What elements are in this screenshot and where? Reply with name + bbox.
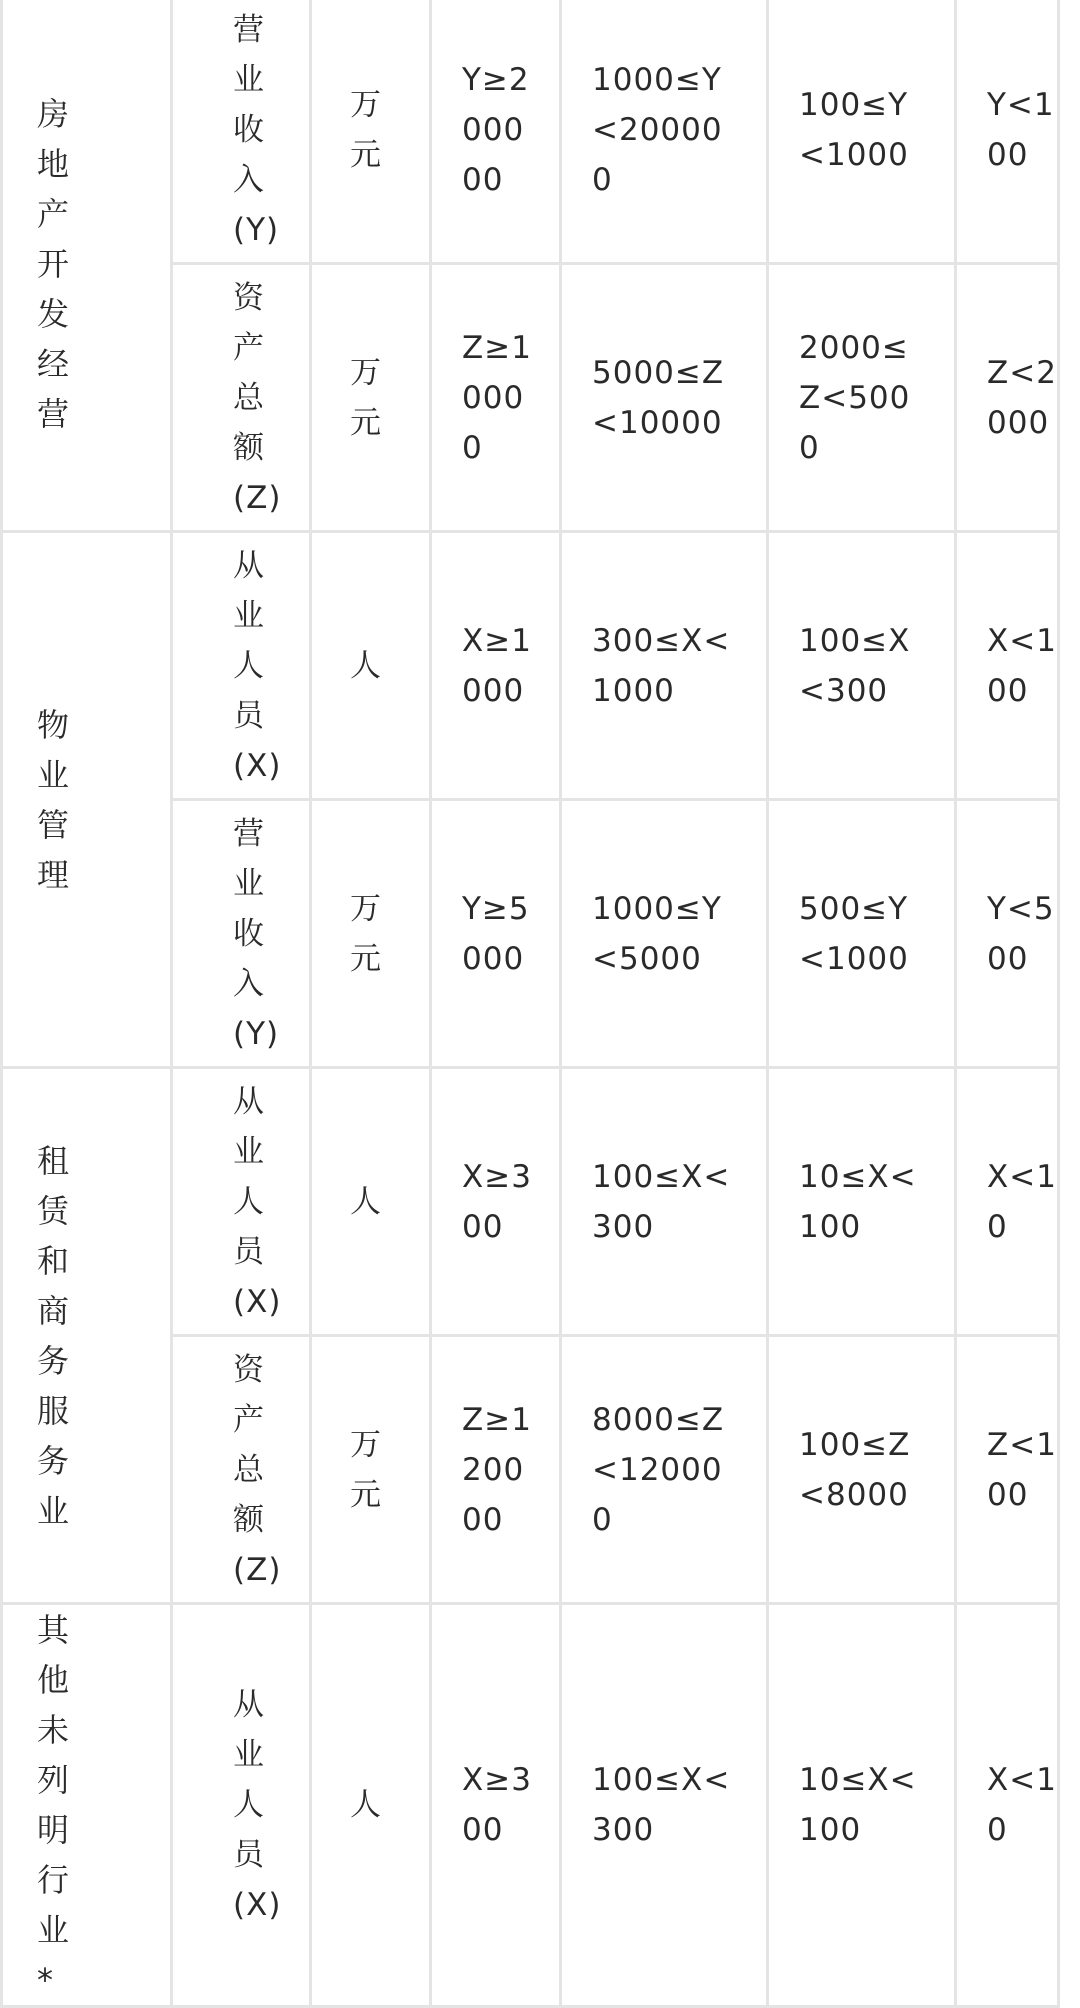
small-cell — [768, 1604, 956, 2007]
metric-cell — [172, 532, 311, 800]
micro-cell — [956, 264, 1059, 532]
metric-label: 从业人员(X) — [233, 547, 282, 784]
unit-label: 人 — [350, 1183, 382, 1220]
large-threshold: X≥300 — [462, 1762, 532, 1848]
large-threshold: Y≥200000 — [462, 61, 530, 198]
unit-cell — [311, 0, 431, 264]
small-cell — [768, 1068, 956, 1336]
metric-label: 从业人员(X) — [233, 1687, 282, 1923]
medium-threshold: 300≤X<1000 — [592, 622, 731, 709]
small-cell — [768, 264, 956, 532]
metric-cell — [172, 264, 311, 532]
table-row — [2, 1604, 1059, 2007]
large-cell — [431, 0, 561, 264]
micro-threshold: Z<100 — [987, 1426, 1057, 1513]
medium-cell — [561, 1336, 768, 1604]
metric-label: 营业收入(Y) — [233, 815, 280, 1052]
medium-cell — [561, 1068, 768, 1336]
large-threshold: Z≥120000 — [462, 1401, 532, 1538]
micro-threshold: X<10 — [987, 1158, 1057, 1245]
small-threshold: 2000≤Z<5000 — [799, 329, 911, 466]
micro-cell — [956, 1336, 1059, 1604]
small-threshold: 100≤Z<8000 — [799, 1426, 911, 1513]
unit-label: 万元 — [350, 890, 382, 977]
unit-label: 万元 — [350, 1426, 382, 1513]
medium-threshold: 100≤X<300 — [592, 1762, 731, 1848]
medium-threshold: 5000≤Z<10000 — [592, 354, 725, 441]
metric-label: 从业人员(X) — [233, 1083, 282, 1320]
unit-cell — [311, 1604, 431, 2007]
large-threshold: X≥1000 — [462, 622, 532, 709]
small-cell — [768, 532, 956, 800]
small-threshold: 10≤X<100 — [799, 1762, 917, 1848]
industry-label: 租赁和商务服务业 — [37, 1141, 103, 1530]
medium-cell — [561, 0, 768, 264]
micro-cell — [956, 800, 1059, 1068]
large-threshold: Z≥10000 — [462, 329, 532, 466]
unit-label: 人 — [350, 647, 382, 684]
large-cell — [431, 1068, 561, 1336]
unit-label: 万元 — [350, 86, 382, 173]
small-threshold: 10≤X<100 — [799, 1158, 917, 1245]
micro-threshold: Z<2000 — [987, 354, 1057, 441]
metric-cell — [172, 0, 311, 264]
metric-cell — [172, 800, 311, 1068]
medium-cell — [561, 800, 768, 1068]
micro-cell — [956, 1068, 1059, 1336]
industry-label: 房地产开发经营 — [37, 94, 103, 433]
unit-cell — [311, 264, 431, 532]
micro-threshold: Y<500 — [987, 890, 1055, 977]
unit-cell — [311, 1068, 431, 1336]
medium-threshold: 8000≤Z<120000 — [592, 1401, 725, 1538]
medium-cell — [561, 1604, 768, 2007]
small-cell — [768, 1336, 956, 1604]
medium-cell — [561, 264, 768, 532]
large-threshold: X≥300 — [462, 1158, 532, 1245]
unit-cell — [311, 1336, 431, 1604]
metric-label: 营业收入(Y) — [233, 11, 280, 248]
unit-label: 万元 — [350, 354, 382, 441]
medium-threshold: 1000≤Y<5000 — [592, 890, 722, 977]
industry-label: 其他未列明行业* — [37, 1611, 103, 1999]
medium-threshold: 100≤X<300 — [592, 1158, 731, 1245]
unit-cell — [311, 532, 431, 800]
large-cell — [431, 532, 561, 800]
small-cell — [768, 0, 956, 264]
industry-cell — [2, 1604, 172, 2007]
unit-label: 人 — [350, 1787, 382, 1823]
small-threshold: 500≤Y<1000 — [799, 890, 909, 977]
industry-cell — [2, 532, 172, 1068]
industry-cell — [2, 1068, 172, 1604]
small-cell — [768, 800, 956, 1068]
metric-cell — [172, 1336, 311, 1604]
metric-label: 资产总额(Z) — [233, 1351, 282, 1588]
industry-label: 物业管理 — [37, 705, 103, 894]
table-row — [2, 532, 1059, 800]
large-cell — [431, 264, 561, 532]
large-threshold: Y≥5000 — [462, 890, 530, 977]
micro-threshold: Y<100 — [987, 86, 1055, 173]
medium-cell — [561, 532, 768, 800]
unit-cell — [311, 800, 431, 1068]
small-threshold: 100≤X<300 — [799, 622, 911, 709]
large-cell — [431, 1604, 561, 2007]
metric-cell — [172, 1604, 311, 2007]
micro-threshold: X<10 — [987, 1762, 1057, 1848]
table-row — [2, 1068, 1059, 1336]
metric-label: 资产总额(Z) — [233, 279, 282, 516]
industry-cell — [2, 0, 172, 532]
micro-threshold: X<100 — [987, 622, 1057, 709]
table-row — [2, 0, 1059, 264]
micro-cell — [956, 1604, 1059, 2007]
micro-cell — [956, 532, 1059, 800]
metric-cell — [172, 1068, 311, 1336]
large-cell — [431, 1336, 561, 1604]
small-threshold: 100≤Y<1000 — [799, 86, 909, 173]
micro-cell — [956, 0, 1059, 264]
medium-threshold: 1000≤Y<200000 — [592, 61, 723, 198]
large-cell — [431, 800, 561, 1068]
